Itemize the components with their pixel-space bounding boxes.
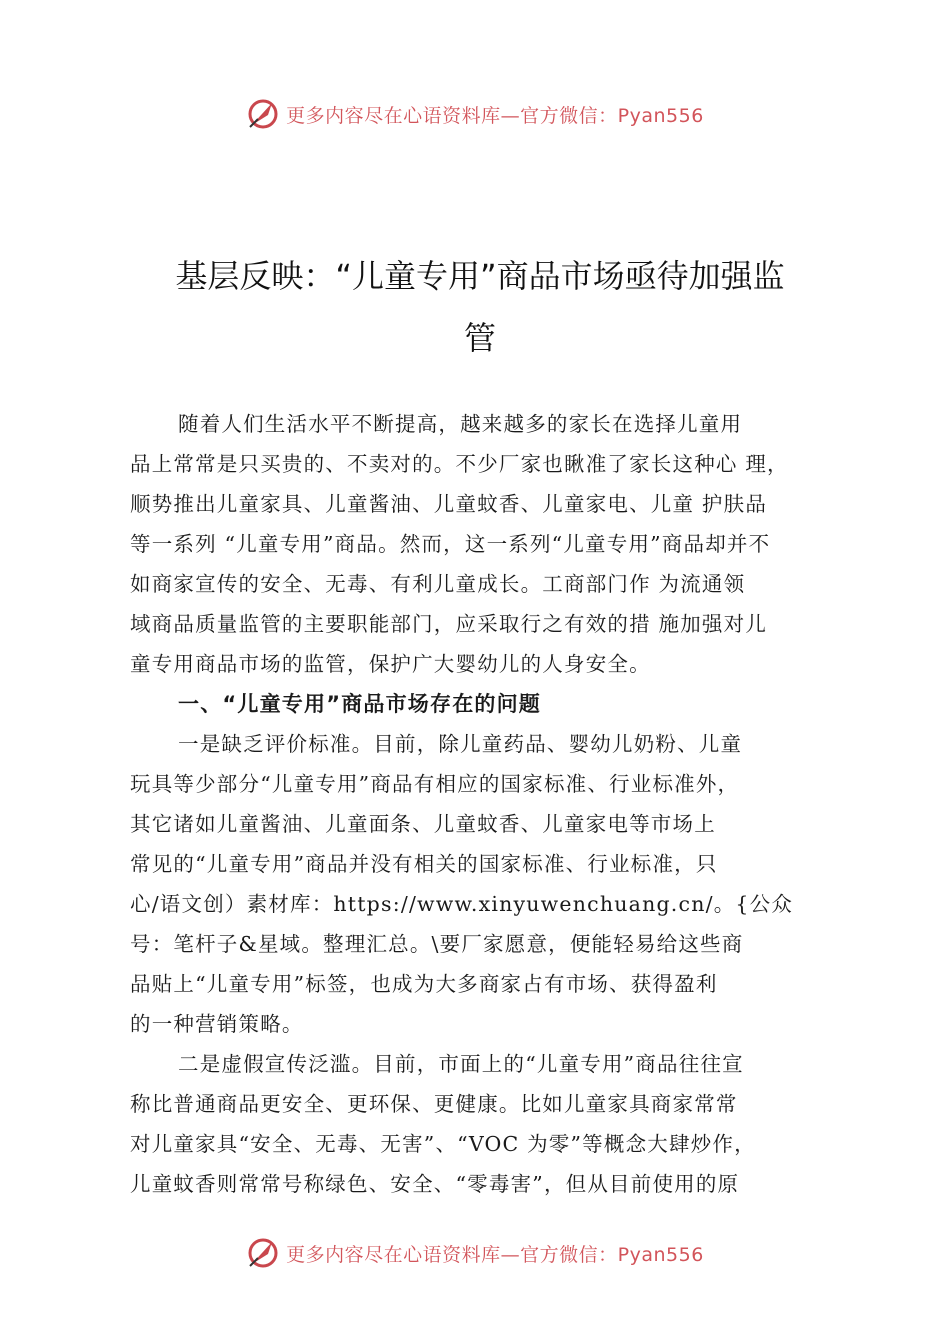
text-line: 随着人们生活水平不断提高，越来越多的家长在选择儿童用 xyxy=(178,412,743,436)
title-line-1: 基层反映：“儿童专用”商品市场亟待加强监 xyxy=(175,257,785,295)
text-line: 品贴上“儿童专用”标签，也成为大多商家占有市场、获得盈利 xyxy=(130,972,718,996)
text-line: 二是虚假宣传泛滥。目前，市面上的“儿童专用”商品往往宣 xyxy=(178,1052,744,1076)
text-line: 其它诸如儿童酱油、儿童面条、儿童蚊香、儿童家电等市场上 xyxy=(130,812,716,836)
text-line: 的一种营销策略。 xyxy=(130,1012,304,1036)
text-line: 品上常常是只买贵的、不卖对的。不少厂家也瞅准了家长这种心 理， xyxy=(130,452,789,476)
text-line: 儿童蚊香则常常号称绿色、安全、“零毒害”，但从目前使用的原 xyxy=(130,1172,740,1196)
watermark-text: 更多内容尽在心语资料库—官方微信：Pyan556 xyxy=(286,1243,704,1266)
text-line: 顺势推出儿童家具、儿童酱油、儿童蚊香、儿童家电、儿童 护肤品 xyxy=(130,492,768,516)
text-line: 玩具等少部分“儿童专用”商品有相应的国家标准、行业标准外， xyxy=(130,772,740,796)
text-line: 童专用商品市场的监管，保护广大婴幼儿的人身安全。 xyxy=(130,652,651,676)
text-line: 号：笔杆子&星域。整理汇总。\要厂家愿意，便能轻易给这些商 xyxy=(130,932,744,956)
text-line: 称比普通商品更安全、更环保、更健康。比如儿童家具商家常常 xyxy=(130,1092,738,1116)
quill-logo-icon xyxy=(246,97,280,131)
intro-paragraph xyxy=(130,404,850,684)
section-heading: 一、“儿童专用”商品市场存在的问题 xyxy=(178,692,542,716)
text-line: 如商家宣传的安全、无毒、有利儿童成长。工商部门作 为流通领 xyxy=(130,572,746,596)
text-line: 常见的“儿童专用”商品并没有相关的国家标准、行业标准，只 xyxy=(130,852,718,876)
title-line-2: 管 xyxy=(463,319,496,357)
document-body xyxy=(130,404,850,1204)
footer-watermark-banner xyxy=(0,1233,950,1273)
text-line: 等一系列 “儿童专用”商品。然而，这一系列“儿童专用”商品却并不 xyxy=(130,532,771,556)
text-line: 心/语文创）素材库：https://www.xinyuwenchuang.cn/。{公众 xyxy=(130,892,794,916)
paragraph-standards xyxy=(130,724,850,1044)
header-watermark-banner xyxy=(0,94,950,134)
document-title xyxy=(120,245,840,369)
watermark-text: 更多内容尽在心语资料库—官方微信：Pyan556 xyxy=(286,104,704,127)
paragraph-false-advertising xyxy=(130,1044,850,1204)
text-line: 对儿童家具“安全、无毒、无害”、“VOC 为零”等概念大肆炒作， xyxy=(130,1132,756,1156)
quill-logo-icon xyxy=(246,1236,280,1270)
text-line: 域商品质量监管的主要职能部门，应采取行之有效的措 施加强对儿 xyxy=(130,612,768,636)
text-line: 一是缺乏评价标准。目前，除儿童药品、婴幼儿奶粉、儿童 xyxy=(178,732,743,756)
